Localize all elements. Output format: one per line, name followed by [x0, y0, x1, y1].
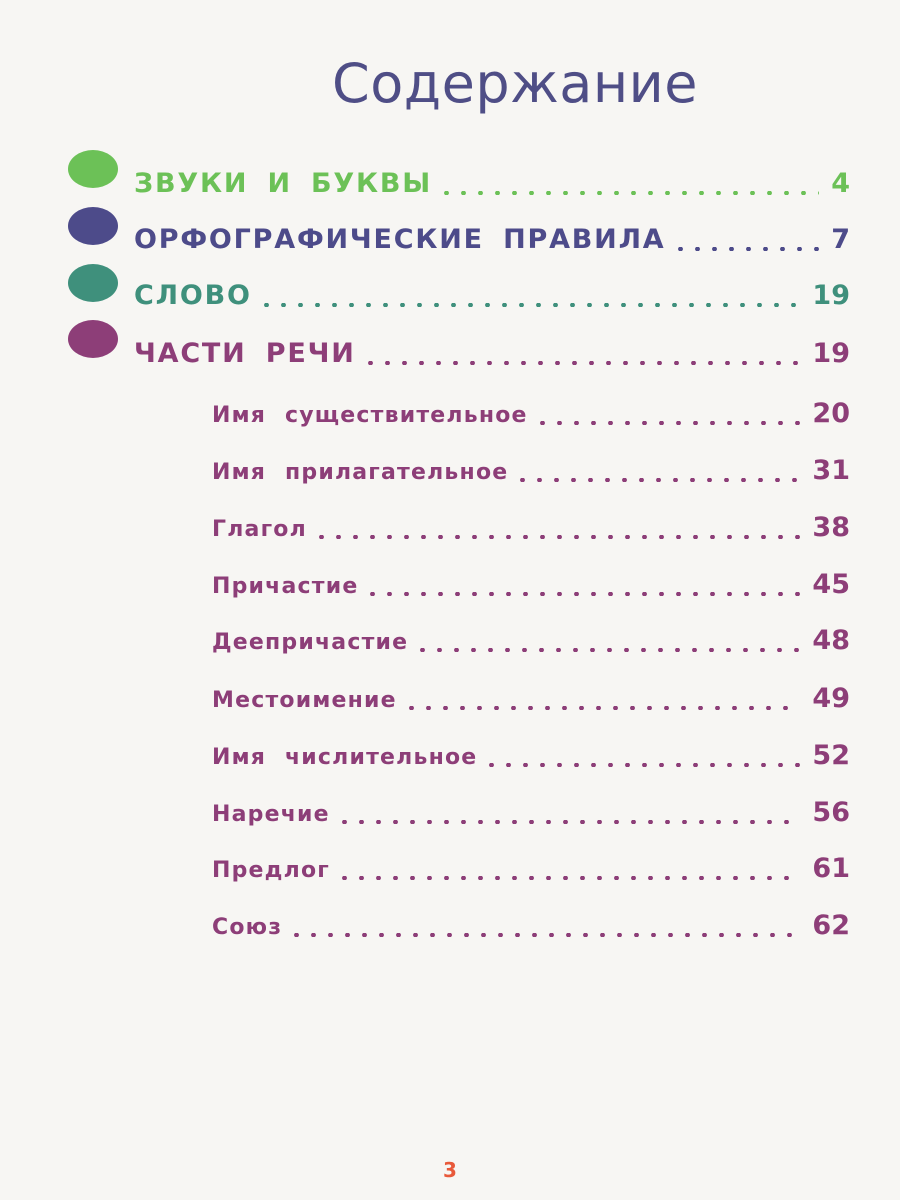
toc-entry-label: Глагол [212, 517, 307, 542]
dot-leader [672, 247, 820, 251]
toc-entry-page: 56 [812, 797, 850, 828]
toc-entry-label: СЛОВО [134, 280, 252, 311]
dot-leader [403, 706, 801, 710]
dot-leader [364, 592, 800, 596]
toc-entry-page: 45 [812, 569, 850, 600]
green-circle-icon [68, 150, 118, 188]
toc-entry-label: Наречие [212, 802, 330, 827]
dot-leader [514, 478, 800, 482]
blue-circle-icon [68, 207, 118, 245]
dot-leader [414, 648, 800, 652]
toc-entry-numeral[interactable] [212, 733, 850, 773]
toc-entry-parts-of-speech[interactable] [134, 331, 850, 371]
toc-entry-label: Имя числительное [212, 745, 478, 770]
toc-entry-page: 62 [812, 910, 850, 941]
toc-entry-label: Предлог [212, 858, 330, 883]
toc-entry-page: 52 [812, 740, 850, 771]
toc-entry-sounds-and-letters[interactable] [134, 161, 850, 201]
dot-leader [438, 191, 819, 195]
toc-entry-label: Причастие [212, 574, 359, 599]
dot-leader [336, 876, 800, 880]
dot-leader [534, 421, 801, 425]
toc-entry-page: 49 [812, 683, 850, 714]
toc-entry-label: Союз [212, 915, 283, 940]
toc-entry-label: ЗВУКИ И БУКВЫ [134, 168, 433, 199]
toc-entry-page: 19 [812, 338, 850, 369]
toc-entry-orthography-rules[interactable] [134, 217, 850, 257]
toc-entry-pronoun[interactable] [212, 676, 850, 716]
toc-entry-page: 7 [831, 224, 850, 255]
toc-entry-label: ЧАСТИ РЕЧИ [134, 338, 356, 369]
toc-entry-label: ОРФОГРАФИЧЕСКИЕ ПРАВИЛА [134, 224, 666, 255]
toc-entry-preposition[interactable] [212, 846, 850, 886]
dot-leader [313, 535, 801, 539]
toc-entry-word[interactable] [134, 273, 850, 313]
dot-leader [288, 933, 800, 937]
dot-leader [258, 303, 801, 307]
dot-leader [336, 820, 801, 824]
dot-leader [362, 361, 801, 365]
toc-entry-label: Деепричастие [212, 630, 409, 655]
toc-entry-adverb[interactable] [212, 790, 850, 830]
toc-entry-noun[interactable] [212, 391, 850, 431]
toc-entry-adjective[interactable] [212, 448, 850, 488]
toc-entry-page: 48 [812, 625, 850, 656]
toc-entry-page: 31 [812, 455, 850, 486]
toc-entry-gerund[interactable] [212, 618, 850, 658]
teal-circle-icon [68, 264, 118, 302]
toc-entry-page: 4 [831, 168, 850, 199]
toc-entry-label: Имя прилагательное [212, 460, 509, 485]
toc-entry-page: 38 [812, 512, 850, 543]
toc-entry-verb[interactable] [212, 505, 850, 545]
toc-entry-page: 19 [812, 280, 850, 311]
footer-page-number: 3 [443, 1158, 457, 1182]
toc-entry-page: 61 [812, 853, 850, 884]
toc-entry-page: 20 [812, 398, 850, 429]
toc-entry-label: Местоимение [212, 688, 397, 713]
toc-entry-conjunction[interactable] [212, 903, 850, 943]
toc-entry-label: Имя существительное [212, 403, 528, 428]
dot-leader [483, 763, 800, 767]
toc-entry-participle[interactable] [212, 562, 850, 602]
page-title: Содержание [332, 52, 698, 115]
purple-circle-icon [68, 320, 118, 358]
